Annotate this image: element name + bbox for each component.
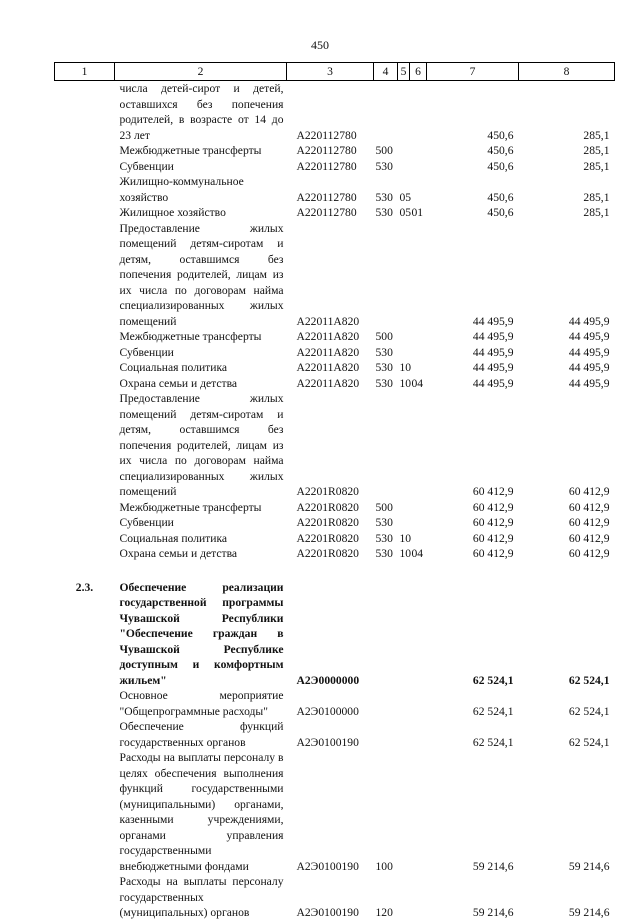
row-amount-2019: 62 524,1 <box>472 735 514 749</box>
row-col4: 530 <box>375 159 393 173</box>
table-row <box>55 174 615 205</box>
table-row <box>55 515 615 531</box>
row-name: Основное мероприятие "Общепрограммные расходы" <box>119 689 284 718</box>
row-col5 <box>398 143 410 159</box>
row-name: Расходы на выплаты персоналу в целях обеспечения выполнения функций государственными (муниципальными) органами, казенными учреждениями, органами управления государственными внебюджетными фондами <box>119 751 284 873</box>
row-name: Межбюджетные трансферты <box>119 144 262 157</box>
row-col4: 500 <box>375 144 393 157</box>
row-amount-2019: 60 412,9 <box>472 531 514 545</box>
row-col5 <box>398 329 410 345</box>
row-col5: 10 <box>399 547 412 560</box>
row-number <box>55 750 115 874</box>
table-row <box>55 329 615 345</box>
row-amount-2020: 59 214,6 <box>568 906 610 919</box>
row-number <box>55 360 115 376</box>
row-col4 <box>374 221 398 330</box>
row-number <box>55 719 115 750</box>
row-col5 <box>398 580 410 689</box>
row-amount-2019: 44 495,9 <box>472 330 514 343</box>
row-amount-2019: 62 524,1 <box>472 673 514 687</box>
row-code: А220112780 <box>296 190 357 204</box>
row-col6 <box>410 221 427 330</box>
row-code: А2201R0820 <box>296 531 359 545</box>
row-code: А2Э0100190 <box>296 906 359 919</box>
row-amount-2019: 62 524,1 <box>472 704 514 718</box>
header-cell: 7 <box>427 63 519 81</box>
row-name: Межбюджетные трансферты <box>119 330 262 343</box>
row-number <box>55 531 115 547</box>
row-col6: 04 <box>411 376 424 390</box>
row-col6 <box>410 345 427 361</box>
row-col6 <box>410 688 427 719</box>
table-row <box>55 81 615 144</box>
row-col6 <box>410 159 427 175</box>
row-number <box>55 221 115 330</box>
row-name: Охрана семьи и детства <box>119 547 238 560</box>
row-col5: 10 <box>399 531 412 545</box>
row-amount-2019: 60 412,9 <box>472 500 514 514</box>
table-row <box>55 750 615 874</box>
row-col5 <box>398 221 410 330</box>
row-col4: 500 <box>375 330 393 343</box>
row-col5: 05 <box>399 206 412 219</box>
row-number <box>55 81 115 144</box>
row-amount-2020: 62 524,1 <box>568 735 610 749</box>
budget-table <box>54 62 615 921</box>
row-col4: 500 <box>375 500 393 514</box>
table-row <box>55 159 615 175</box>
row-amount-2019: 450,6 <box>487 144 514 157</box>
row-amount-2019: 44 495,9 <box>472 345 514 359</box>
row-amount-2019: 44 495,9 <box>472 314 514 328</box>
row-code: А2201R0820 <box>296 500 359 514</box>
row-spacer <box>55 562 615 580</box>
row-col4: 530 <box>375 531 393 545</box>
row-code: А220112780 <box>296 206 357 219</box>
row-name: Межбюджетные трансферты <box>119 500 262 514</box>
row-col5 <box>398 500 410 516</box>
header-cell: 2 <box>115 63 287 81</box>
row-code: А2Э0000000 <box>296 673 360 687</box>
row-code: А2Э0100190 <box>296 735 359 749</box>
row-amount-2019: 450,6 <box>487 190 514 204</box>
row-code: А2201R0820 <box>296 485 359 498</box>
row-col6 <box>410 874 427 921</box>
table-row <box>55 531 615 547</box>
row-amount-2020: 285,1 <box>583 159 610 173</box>
table-row <box>55 360 615 376</box>
row-code: А2Э0100190 <box>296 859 359 873</box>
row-name: Социальная политика <box>119 531 228 545</box>
row-amount-2020: 62 524,1 <box>568 704 610 718</box>
row-number <box>55 391 115 500</box>
table-row <box>55 580 615 689</box>
table-header-row <box>55 63 615 81</box>
row-name: Жилищно-коммунальное хозяйство <box>119 175 244 204</box>
row-col4: 530 <box>375 361 393 374</box>
row-amount-2020: 285,1 <box>583 144 610 157</box>
row-col4: 530 <box>375 516 393 529</box>
row-number <box>55 500 115 516</box>
row-col4: 120 <box>375 906 393 919</box>
row-code: А22011А820 <box>296 376 360 390</box>
header-cell: 5 <box>398 63 410 81</box>
row-col4: 530 <box>375 547 393 560</box>
row-col5 <box>398 81 410 144</box>
header-cell: 6 <box>410 63 427 81</box>
row-amount-2020: 60 412,9 <box>568 500 610 514</box>
row-number <box>55 376 115 392</box>
row-col4: 530 <box>375 345 393 359</box>
row-col6: 01 <box>411 206 424 219</box>
table-row <box>55 546 615 562</box>
row-col6 <box>410 500 427 516</box>
row-amount-2020: 285,1 <box>583 190 610 204</box>
row-col6 <box>410 719 427 750</box>
row-name: Субвенции <box>119 516 174 529</box>
header-cell: 4 <box>374 63 398 81</box>
row-col5: 10 <box>399 376 412 390</box>
table-row <box>55 688 615 719</box>
row-amount-2020: 44 495,9 <box>568 314 610 328</box>
row-amount-2019: 450,6 <box>487 159 514 173</box>
row-col6 <box>410 329 427 345</box>
table-row <box>55 143 615 159</box>
row-code: А22011А820 <box>296 361 360 374</box>
row-col5: 10 <box>399 361 412 374</box>
header-cell: 8 <box>519 63 615 81</box>
row-number <box>55 174 115 205</box>
row-number <box>55 159 115 175</box>
row-col6 <box>410 143 427 159</box>
row-amount-2020: 60 412,9 <box>568 547 610 560</box>
row-col6 <box>410 174 427 205</box>
row-code: А2201R0820 <box>296 547 359 560</box>
row-number <box>55 345 115 361</box>
row-number <box>55 143 115 159</box>
row-col6: 04 <box>411 547 424 560</box>
row-name: Обеспечение функций государственных органов <box>119 720 284 749</box>
row-amount-2020: 44 495,9 <box>568 361 610 374</box>
row-number <box>55 515 115 531</box>
row-amount-2020: 60 412,9 <box>568 485 610 498</box>
row-col5 <box>398 750 410 874</box>
row-name: Предоставление жилых помещений детям-сиротам и детям, оставшимся без попечения родителей, лицам из их числа по договорам найма специализированных жилых помещений <box>119 392 284 498</box>
row-amount-2019: 44 495,9 <box>472 361 514 374</box>
row-amount-2019: 450,6 <box>487 128 514 142</box>
row-code: А220112780 <box>296 128 357 142</box>
row-name: Охрана семьи и детства <box>119 376 238 390</box>
row-amount-2019: 60 412,9 <box>472 485 514 498</box>
row-col5 <box>398 159 410 175</box>
row-amount-2020: 59 214,6 <box>568 859 610 873</box>
row-col6 <box>410 360 427 376</box>
row-name: Обеспечение реализации государственной программы Чувашской Республики "Обеспечение граждан в Чувашской Республике доступным и комфортным жильем" <box>119 580 284 687</box>
row-number <box>55 329 115 345</box>
row-col6 <box>410 515 427 531</box>
row-col6 <box>410 750 427 874</box>
row-col5 <box>398 391 410 500</box>
table-row <box>55 874 615 921</box>
row-name: Субвенции <box>119 345 174 359</box>
row-number <box>55 205 115 221</box>
row-amount-2020: 285,1 <box>583 206 610 219</box>
table-row <box>55 221 615 330</box>
row-col5: 05 <box>399 190 412 204</box>
row-amount-2019: 450,6 <box>487 206 514 219</box>
row-col4 <box>374 81 398 144</box>
table-row <box>55 391 615 500</box>
row-code: А22011А820 <box>296 330 360 343</box>
row-col4: 530 <box>375 190 393 204</box>
row-amount-2020: 62 524,1 <box>568 673 610 687</box>
row-code: А22011А820 <box>296 314 360 328</box>
row-col6 <box>410 391 427 500</box>
row-col4 <box>374 580 398 689</box>
row-col4: 530 <box>375 376 393 390</box>
table-row <box>55 376 615 392</box>
row-name: Жилищное хозяйство <box>119 206 226 219</box>
row-amount-2019: 60 412,9 <box>472 516 514 529</box>
row-code: А2201R0820 <box>296 516 359 529</box>
row-amount-2019: 44 495,9 <box>472 376 514 390</box>
row-number <box>55 546 115 562</box>
row-col6 <box>410 81 427 144</box>
table-row <box>55 719 615 750</box>
row-col6 <box>410 531 427 547</box>
row-col4 <box>374 391 398 500</box>
row-amount-2020: 44 495,9 <box>568 330 610 343</box>
row-col5 <box>398 688 410 719</box>
row-number: 2.3. <box>75 580 94 594</box>
header-cell: 1 <box>55 63 115 81</box>
row-col6 <box>410 580 427 689</box>
row-code: А22011А820 <box>296 345 360 359</box>
row-amount-2020: 44 495,9 <box>568 376 610 390</box>
row-amount-2019: 59 214,6 <box>472 906 514 919</box>
row-amount-2020: 44 495,9 <box>568 345 610 359</box>
row-amount-2020: 60 412,9 <box>568 531 610 545</box>
row-name: числа детей-сирот и детей, оставшихся без попечения родителей, в возрасте от 14 до 23 лет <box>119 82 284 142</box>
row-name: Предоставление жилых помещений детям-сиротам и детям, оставшимся без попечения родителей, лицам из их числа по договорам найма специализированных жилых помещений <box>119 221 284 328</box>
table-row <box>55 500 615 516</box>
row-name: Социальная политика <box>119 361 228 374</box>
row-col4: 100 <box>375 859 393 873</box>
row-code: А2Э0100000 <box>296 704 359 718</box>
row-col5 <box>398 874 410 921</box>
row-amount-2020: 60 412,9 <box>568 516 610 529</box>
header-cell: 3 <box>287 63 374 81</box>
row-name: Субвенции <box>119 159 174 173</box>
row-number <box>55 688 115 719</box>
row-name: Расходы на выплаты персоналу государственных (муниципальных) органов <box>119 875 284 919</box>
page-number: 450 <box>311 38 329 52</box>
row-col5 <box>398 515 410 531</box>
row-col4: 530 <box>375 206 393 219</box>
row-amount-2020: 285,1 <box>583 128 610 142</box>
row-code: А220112780 <box>296 144 357 157</box>
row-amount-2019: 59 214,6 <box>472 859 514 873</box>
row-col4 <box>374 719 398 750</box>
row-col4 <box>374 688 398 719</box>
table-row <box>55 205 615 221</box>
row-amount-2019: 60 412,9 <box>472 547 514 560</box>
row-col5 <box>398 345 410 361</box>
table-row <box>55 345 615 361</box>
row-col5 <box>398 719 410 750</box>
row-code: А220112780 <box>296 159 357 173</box>
row-number <box>55 874 115 921</box>
